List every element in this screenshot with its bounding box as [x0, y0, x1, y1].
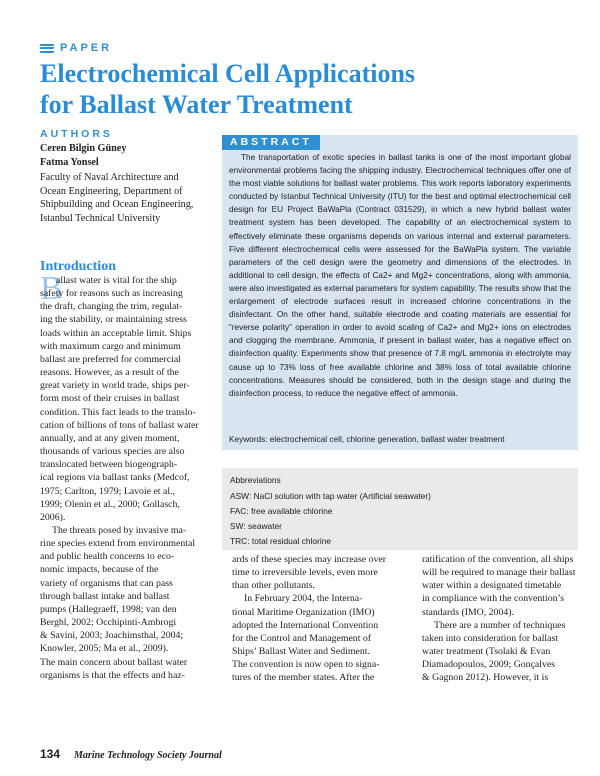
affiliation-line: Istanbul Technical University — [40, 212, 161, 224]
body-line: ards of these species may increase over — [232, 554, 386, 565]
body-line: Berghl, 2002; Occhipinti-Ambrogi — [40, 617, 177, 629]
body-line: ing the stability, or maintaining stress — [40, 314, 187, 326]
body-line: annually, and at any given moment, — [40, 432, 180, 444]
affiliation-line: Shipbuilding and Ocean Engineering, — [40, 199, 194, 211]
abbreviation-item: TRC: total residual chlorine — [230, 536, 332, 546]
abstract-heading: ABSTRACT — [222, 135, 320, 150]
body-line: Ships’ Ballast Water and Sediment. — [232, 646, 370, 658]
body-line: water within a designated timetable — [422, 580, 562, 592]
body-line: & Savini, 2003; Joachimsthal, 2004; — [40, 630, 184, 642]
body-line: than other pollutants. — [232, 580, 315, 592]
body-line: through ballast intake and ballast — [40, 590, 170, 602]
body-line: with maximum cargo and minimum — [40, 340, 181, 352]
body-line: The main concern about ballast water — [40, 656, 188, 668]
body-line: ical regions via ballast tanks (Medcof, — [40, 472, 190, 484]
affiliation — [40, 171, 220, 225]
abbreviation-item: ASW: NaCl solution with tap water (Artificial seawater) — [230, 491, 431, 501]
affiliation-line: Faculty of Naval Architecture and — [40, 172, 179, 184]
body-line: 1999; Olenin et al., 2000; Gollasch, — [40, 498, 180, 510]
section-tag — [40, 42, 112, 54]
body-line: and public health concerns to eco- — [40, 551, 175, 563]
body-line: & Gagnon 2012). However, it is — [422, 672, 549, 684]
body-line: pumps (Hallegraeff, 1998; van den — [40, 603, 177, 615]
keywords: Keywords: electrochemical cell, chlorine generation, ballast water treatment — [229, 435, 505, 444]
introduction-heading: Introduction — [40, 259, 116, 274]
body-line: rine species extend from environmental — [40, 538, 196, 550]
abbreviations-heading: Abbreviations — [230, 475, 281, 485]
author-name: Ceren Bilgin Güney — [40, 143, 127, 154]
body-line: Diamadopoulos, 2009; Gonçalves — [422, 659, 556, 671]
body-line: taken into consideration for ballast — [422, 632, 559, 644]
body-line: reasons. However, as a result of the — [40, 367, 179, 379]
abbreviation-item: FAC: free available chlorine — [230, 506, 333, 516]
body-column-1 — [40, 270, 212, 682]
journal-name: Marine Technology Society Journal — [74, 750, 222, 761]
article-title — [40, 58, 580, 120]
body-line: time to irreversible levels, even more — [232, 567, 378, 579]
body-line: the draft, changing the trim, regulat- — [40, 301, 183, 313]
body-line: Knowler, 2005; Ma et al., 2009). — [40, 643, 169, 655]
body-line: tional Maritime Organization (IMO) — [232, 606, 375, 618]
body-line: translocated between biogeograph- — [40, 459, 178, 471]
stripes-icon — [40, 44, 54, 53]
title-line-1: Electrochemical Cell Applications — [40, 59, 416, 88]
body-line: safety for reasons such as increasing — [40, 288, 183, 300]
page-number: 134 — [40, 747, 61, 761]
body-column-3 — [422, 553, 578, 685]
affiliation-line: Ocean Engineering, Department of — [40, 185, 183, 197]
body-line: will be required to manage their ballast — [422, 567, 576, 579]
body-line: great variety in world trade, ships per- — [40, 380, 190, 392]
drop-cap: B — [40, 270, 63, 307]
body-line: ballast are preferred for commercial — [40, 353, 181, 365]
body-line: There are a number of techniques — [434, 619, 566, 631]
authors-block — [40, 142, 220, 226]
body-line: in compliance with the convention’s — [422, 593, 565, 605]
author-name: Fatma Yonsel — [40, 156, 99, 168]
body-line: 2006). — [40, 511, 66, 523]
body-line: loads within an acceptable limit. Ships — [40, 327, 192, 339]
page-footer — [40, 747, 222, 761]
body-line: allast water is vital for the ship — [56, 275, 177, 286]
body-line: organisms is that the effects and haz- — [40, 669, 185, 681]
body-line: standards (IMO, 2004). — [422, 606, 514, 618]
body-line: cation of billions of tons of ballast water — [40, 419, 199, 431]
body-line: nomic impacts, because of the — [40, 564, 159, 576]
body-line: form most of their cruises in ballast — [40, 393, 180, 405]
body-line: for the Control and Management of — [232, 632, 372, 644]
body-line: water treatment (Tsolaki & Evan — [422, 646, 551, 658]
body-line: tures of the member states. After the — [232, 672, 375, 684]
body-line: The convention is now open to signa- — [232, 659, 380, 671]
title-line-2: for Ballast Water Treatment — [40, 90, 353, 119]
body-column-2 — [232, 553, 387, 685]
body-line: The threats posed by invasive ma- — [52, 524, 187, 536]
abstract-text: The transportation of exotic species in ballast tanks is one of the most important global environmental problems facing the shipping industry. Electrochemical techniques offer one of the most viable solutions for ballast water problems. This work reports laboratory experiments conducted by Istanbul Technical University (ITU) for the best and optimal electrochemical cell design for EU Project BaWaPla (Contract 031529), in which a new hybrid ballast water treatment system has been developed. The capability of an electrochemical system to effectively eliminate these organisms depends on various internal and external parameters. Five different electrochemical cells were assessed for the BaWaPla system. The variable parameters of the cell design were the geometry and dimensions of the electrodes. In additional to cell design, the effects of Ca2+ and Mg2+ concentrations, along with ammonia, were also investigated as external parameters for system capability. The results show that the enlargement of electrode surfaces result in increased chlorine concentrations in the disinfectant. On the other hand, suitable electrode and coating materials are essential for “reverse polarity” operation in order to avoid scaling of Ca2+ and Mg2+ ions on electrodes and clogging the membrane. Ammonia, if present in ballast water, has a negative effect on disinfection quality. Experiments show that presence of 7.8 mg/L ammonia in electrolyte may cause up to 73% loss of free available chlorine and 38% loss of total available chlorine concentrations. Measures should be considered, both in the design stage and during the disinfection process, to reduce the negative effect of ammonia. — [229, 153, 571, 398]
abbreviation-item: SW: seawater — [230, 521, 282, 531]
body-line: ratification of the convention, all ships — [422, 554, 574, 565]
body-line: In February 2004, the Interna- — [244, 593, 363, 605]
body-line: thousands of various species are also — [40, 446, 185, 458]
authors-heading: AUTHORS — [40, 128, 113, 140]
abbreviations-box — [222, 468, 578, 550]
body-line: condition. This fact leads to the translo- — [40, 406, 196, 418]
body-line: variety of organisms that can pass — [40, 577, 173, 589]
section-label: PAPER — [60, 42, 113, 54]
body-line: 1975; Carlton, 1979; Lavoie et al., — [40, 485, 175, 497]
body-line: adopted the International Convention — [232, 619, 379, 631]
